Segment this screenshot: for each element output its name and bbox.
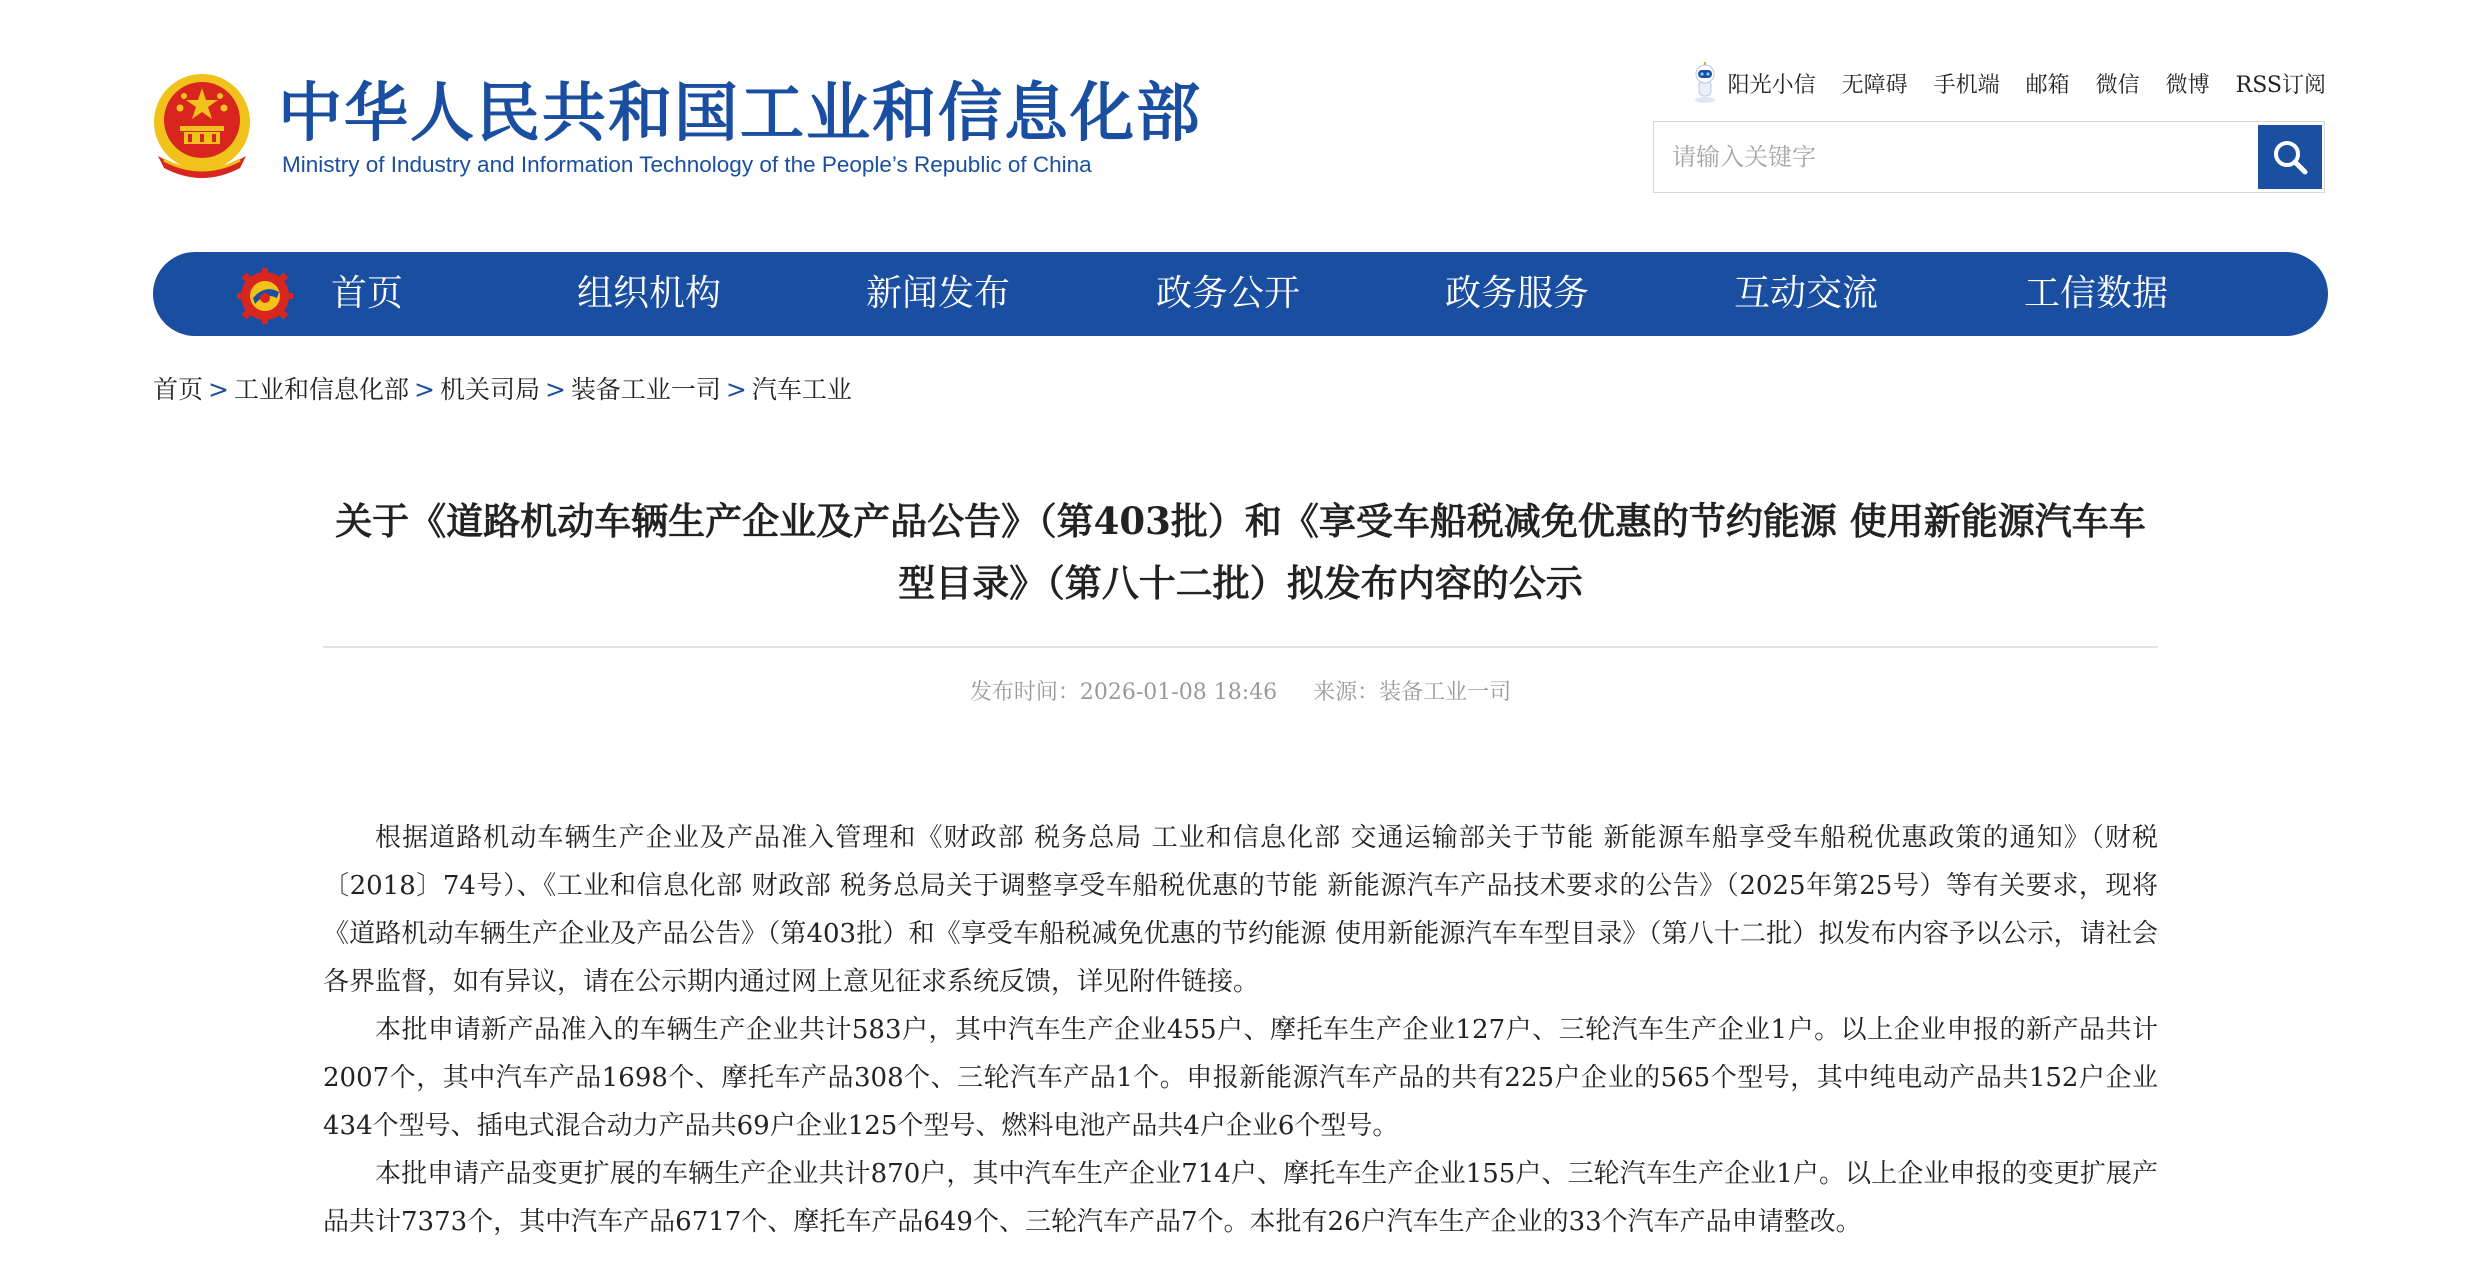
util-link-wechat[interactable]: 微信 xyxy=(2095,72,2140,98)
logo-title-en: Ministry of Industry and Information Technology of the People’s Republic of China xyxy=(282,152,1092,177)
util-link-mobile[interactable]: 手机端 xyxy=(1933,72,2000,98)
national-emblem-icon xyxy=(150,70,254,182)
nav-item-data[interactable]: 工信数据 xyxy=(2024,273,2169,314)
breadcrumb-auto-industry[interactable]: 汽车工业 xyxy=(751,375,852,404)
main-nav xyxy=(153,252,2328,336)
breadcrumb-separator: > xyxy=(544,375,566,404)
util-link-mail[interactable]: 邮箱 xyxy=(2025,72,2070,98)
article-meta xyxy=(323,676,2158,710)
search-input[interactable] xyxy=(1654,122,2254,192)
site-logo[interactable] xyxy=(150,70,1202,190)
breadcrumb-miit[interactable]: 工业和信息化部 xyxy=(233,375,409,404)
article-body xyxy=(323,814,2158,1246)
article-paragraph: 本批申请产品变更扩展的车辆生产企业共计870户，其中汽车生产企业714户、摩托车生产企业155户、三轮汽车生产企业1户。以上企业申报的变更扩展产品共计7373个，其中汽车产品6717个、摩托车产品649个、三轮汽车产品7个。本批有26户汽车生产企业的33个汽车产品申请整改。 xyxy=(323,1159,2158,1237)
article-paragraph: 根据道路机动车辆生产企业及产品准入管理和《财政部 税务总局 工业和信息化部 交通运输部关于节能 新能源车船享受车船税优惠政策的通知》（财税〔2018〕74号）、《工业和信息化部 财政部 税务总局关于调整享受车船税优惠的节能 新能源汽车产品技术要求的公告》（2025年第25号）等有关要求，现将《道路机动车辆生产企业及产品公告》（第403批）和《享受车船税减免优惠的节约能源 使用新能源汽车车型目录》（第八十二批）拟发布内容予以公示，请社会各界监督，如有异议，请在公示期内通过网上意见征求系统反馈，详见附件链接。 xyxy=(323,823,2158,997)
breadcrumb-separator: > xyxy=(413,375,435,404)
util-link-sunshine[interactable]: 阳光小信 xyxy=(1727,72,1816,98)
breadcrumb-separator: > xyxy=(208,375,229,404)
logo-title-cn: 中华人民共和国工业和信息化部 xyxy=(278,77,1202,151)
nav-item-interaction[interactable]: 互动交流 xyxy=(1734,273,1879,314)
breadcrumb-departments[interactable]: 机关司局 xyxy=(439,375,540,404)
breadcrumb-equipment-dept[interactable]: 装备工业一司 xyxy=(570,375,721,404)
publish-time: 发布时间：2026-01-08 18:46 xyxy=(969,680,1278,705)
nav-item-gov-services[interactable]: 政务服务 xyxy=(1445,273,1590,314)
article-source: 来源：装备工业一司 xyxy=(1313,680,1512,705)
nav-item-home[interactable]: 首页 xyxy=(331,273,404,314)
util-link-accessibility[interactable]: 无障碍 xyxy=(1841,72,1908,98)
title-divider xyxy=(323,646,2158,648)
breadcrumb xyxy=(153,372,852,408)
breadcrumb-separator: > xyxy=(725,375,747,404)
nav-item-organization[interactable]: 组织机构 xyxy=(577,273,722,314)
search-button[interactable] xyxy=(2258,125,2322,189)
miit-gear-logo-icon[interactable] xyxy=(237,268,293,324)
robot-assistant-icon[interactable] xyxy=(1690,62,1720,104)
article-paragraph: 本批申请新产品准入的车辆生产企业共计583户，其中汽车生产企业455户、摩托车生产企业127户、三轮汽车生产企业1户。以上企业申报的新产品共计2007个，其中汽车产品1698个、摩托车产品308个、三轮汽车产品1个。申报新能源汽车产品的共有225户企业的565个型号，其中纯电动产品共152户企业434个型号、插电式混合动力产品共69户企业125个型号、燃料电池产品共4户企业6个型号。 xyxy=(323,1015,2158,1141)
search-icon xyxy=(2270,137,2310,177)
utility-links xyxy=(1690,62,2326,104)
site-header xyxy=(0,0,2474,240)
nav-item-news[interactable]: 新闻发布 xyxy=(866,273,1011,314)
nav-item-gov-info[interactable]: 政务公开 xyxy=(1156,273,1301,314)
breadcrumb-home[interactable]: 首页 xyxy=(153,375,204,404)
util-link-rss[interactable]: RSS订阅 xyxy=(2235,72,2326,98)
article-title: 关于《道路机动车辆生产企业及产品公告》（第403批）和《享受车船税减免优惠的节约能源 使用新能源汽车车型目录》（第八十二批）拟发布内容的公示 xyxy=(335,499,2146,605)
search-box xyxy=(1653,121,2325,193)
util-link-weibo[interactable]: 微博 xyxy=(2165,72,2210,98)
